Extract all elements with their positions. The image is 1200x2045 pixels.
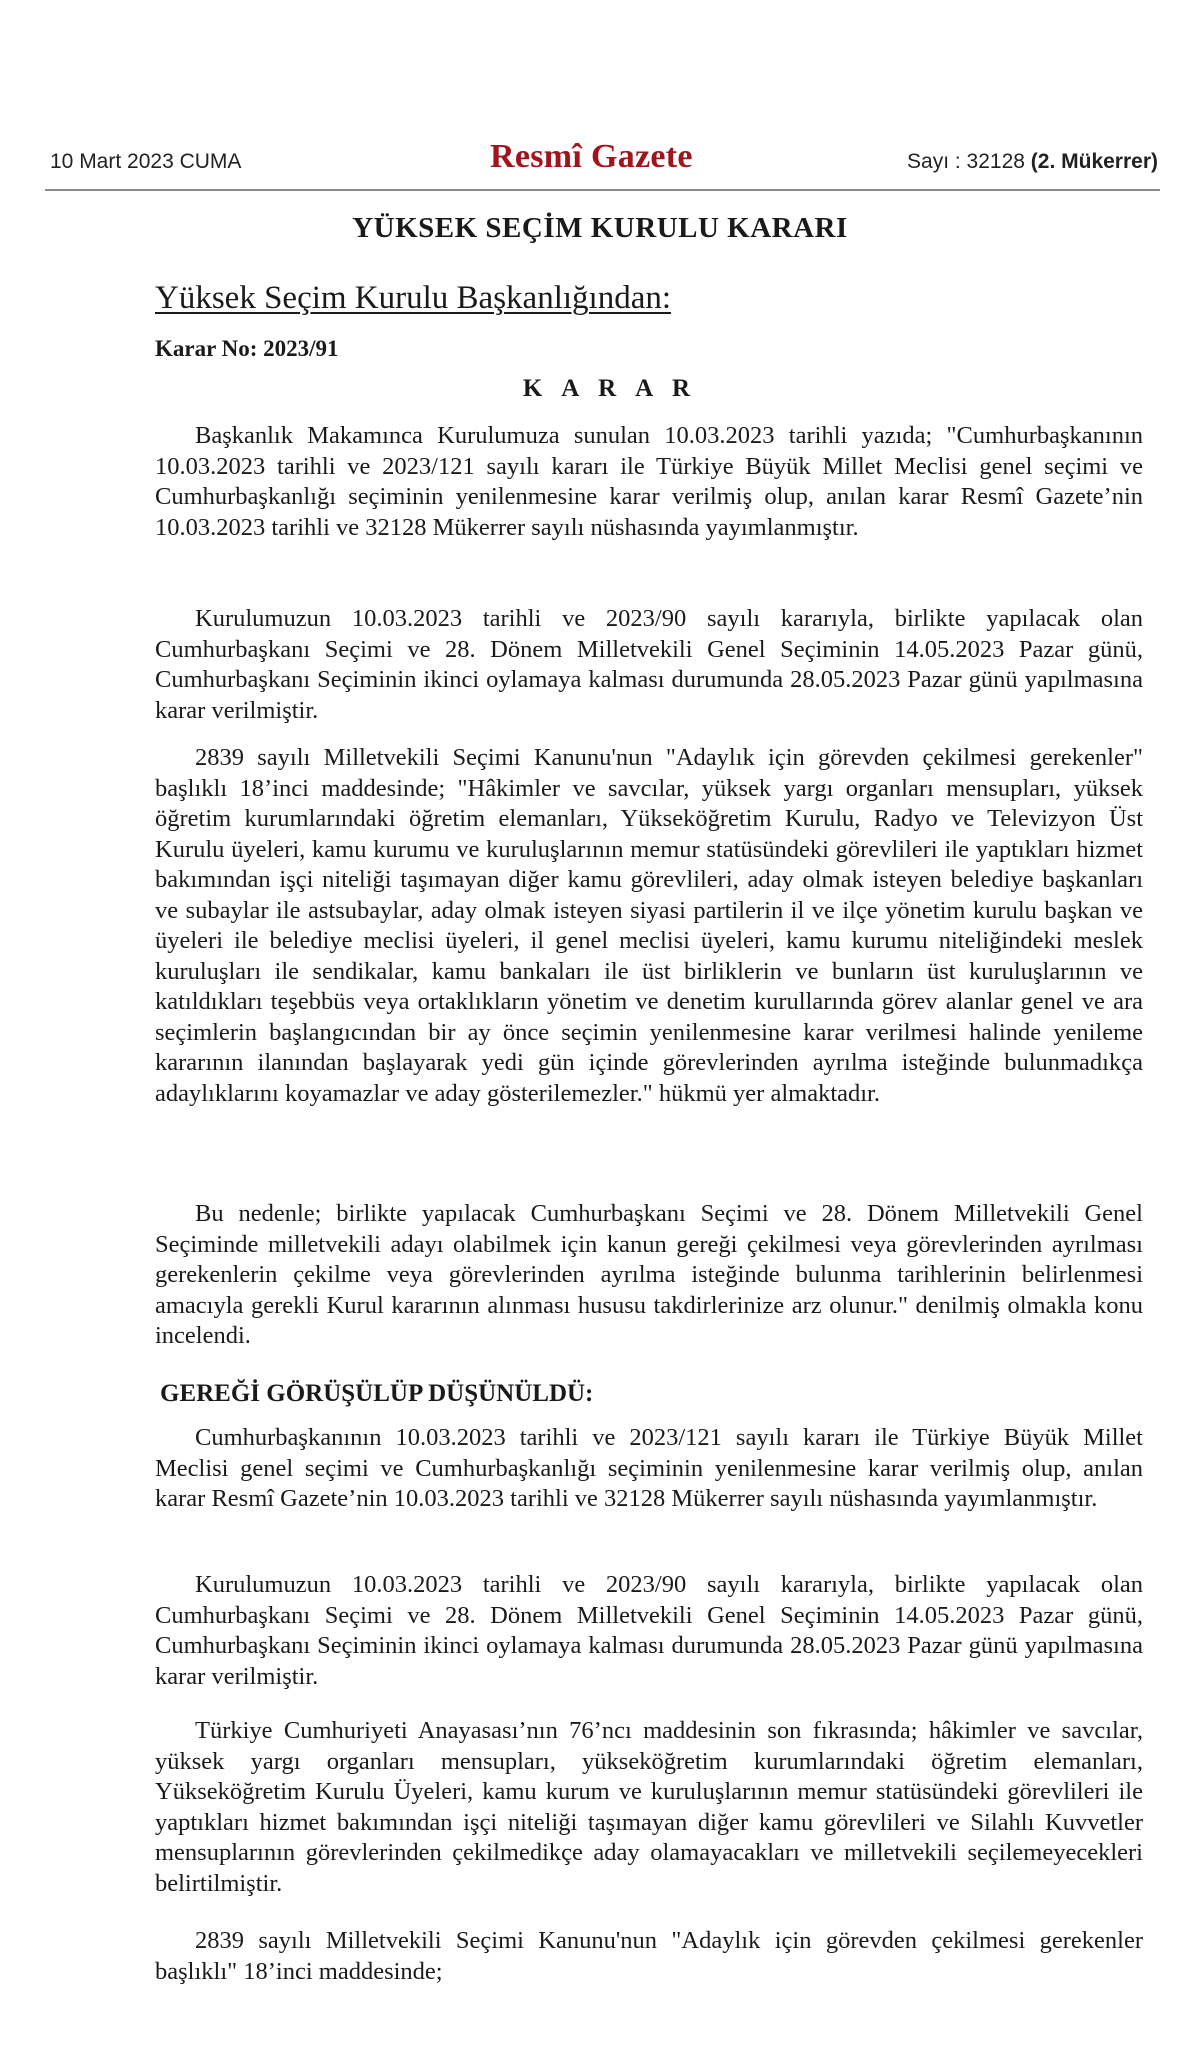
issue-prefix: Sayı : 32128 xyxy=(907,150,1025,173)
intro-paragraph-3 xyxy=(155,743,1143,1109)
paragraph-text: Bu nedenle; birlikte yapılacak Cumhurbaşkanı Seçimi ve 28. Dönem Milletvekili Genel Seçiminde milletvekili adayı olabilmek için kanun gereği çekilmesi veya görevlerinden ayrılması gerekenlerin çekilme veya görevlerinden ayrılma isteğinde bulunma tarihlerinin belirlenmesi amacıyla gerekli Kurul kararının alınması hususu takdirlerinize arz olunur." denilmiş olmakla konu incelendi. xyxy=(155,1200,1143,1349)
issue-number xyxy=(907,150,1158,174)
intro-paragraph-2 xyxy=(155,604,1143,726)
paragraph-text: 2839 sayılı Milletvekili Seçimi Kanunu'nun "Adaylık için görevden çekilmesi gerekenler" başlıklı 18’inci maddesinde; "Hâkimler ve savcılar, yüksek yargı organları mensupları, yüksek öğretim kurumlarındaki öğretim elemanları, Yükseköğretim Kurulu, Radyo ve Televizyon Üst Kurulu üyeleri, kamu kurumu ve kuruluşlarının memur statüsündeki görevlileri ile yaptıkları hizmet bakımından işçi niteliği taşımayan diğer kamu görevlileri, aday olmak isteyen belediye başkanları ve subaylar ile astsubaylar, aday olmak isteyen siyasi partilerin il ve ilçe yönetim kurulu başkan ve üyeleri ile belediye meclisi üyeleri, il genel meclisi üyeleri, kamu kurumu niteliğindeki meslek kuruluşları ile sendikalar, kamu bankaları ile üst birliklerin ve bunların üst kuruluşlarının ve katıldıkları teşebbüs veya ortaklıkların yönetim ve denetim kurullarında görev alanlar genel ve ara seçimlerin başlangıcından bir ay önce seçimin yenilenmesine karar verilmesi halinde yenileme kararının ilanından başlayarak yedi gün içinde görevlerinden ayrılma isteğinde bulunmadıkça adaylıklarını koyamazlar ve aday gösterilemezler." hükmü yer almaktadır. xyxy=(155,744,1143,1107)
gazette-header xyxy=(45,138,1160,188)
deliberation-paragraph-4 xyxy=(155,1926,1143,1987)
deliberation-paragraph-2 xyxy=(155,1570,1143,1692)
paragraph-text: Başkanlık Makamınca Kurulumuza sunulan 10.03.2023 tarihli yazıda; "Cumhurbaşkanının 10.03.2023 tarihli ve 2023/121 sayılı kararı ile Türkiye Büyük Millet Meclisi genel seçimi ve Cumhurbaşkanlığı seçiminin yenilenmesine karar verilmiş olup, anılan karar Resmî Gazete’nin 10.03.2023 tarihli ve 32128 Mükerrer sayılı nüshasında yayımlanmıştır. xyxy=(155,422,1143,541)
deliberation-paragraph-1 xyxy=(155,1423,1143,1515)
gazette-title: Resmî Gazete xyxy=(490,138,693,175)
paragraph-text: Kurulumuzun 10.03.2023 tarihli ve 2023/90 sayılı kararıyla, birlikte yapılacak olan Cumhurbaşkanı Seçimi ve 28. Dönem Milletvekili Genel Seçiminin 14.05.2023 Pazar günü, Cumhurbaşkanı Seçiminin ikinci oylamaya kalması durumunda 28.05.2023 Pazar günü yapılmasına karar verilmiştir. xyxy=(155,605,1143,724)
paragraph-text: Cumhurbaşkanının 10.03.2023 tarihli ve 2023/121 sayılı kararı ile Türkiye Büyük Millet Meclisi genel seçimi ve Cumhurbaşkanlığı seçiminin yenilenmesine karar verilmiş olup, anılan karar Resmî Gazete’nin 10.03.2023 tarihli ve 32128 Mükerrer sayılı nüshasında yayımlanmıştır. xyxy=(155,1424,1143,1512)
deliberation-paragraph-3 xyxy=(155,1716,1143,1899)
paragraph-text: 2839 sayılı Milletvekili Seçimi Kanunu'nun "Adaylık için görevden çekilmesi gerekenler başlıklı" 18’inci maddesinde; xyxy=(155,1927,1143,1985)
issuing-authority: Yüksek Seçim Kurulu Başkanlığından: xyxy=(155,280,672,316)
document-title: YÜKSEK SEÇİM KURULU KARARI xyxy=(352,212,848,244)
section-heading-deliberation: GEREĞİ GÖRÜŞÜLÜP DÜŞÜNÜLDÜ: xyxy=(160,1380,594,1407)
paragraph-text: Türkiye Cumhuriyeti Anayasası’nın 76’ncı maddesinin son fıkrasında; hâkimler ve savcılar, yüksek yargı organları mensupları, yükseköğretim kurumlarındaki öğretim elemanları, Yükseköğretim Kurulu Üyeleri, kamu kurum ve kuruluşlarının memur statüsündeki görevlileri ile yaptıkları hizmet bakımından işçi niteliği taşımayan diğer kamu görevlileri ve Silahlı Kuvvetler mensuplarının görevlerinden çekilmedikçe aday olamayacakları ve milletvekili seçilemeyecekleri belirtilmiştir. xyxy=(155,1717,1143,1897)
paragraph-text: Kurulumuzun 10.03.2023 tarihli ve 2023/90 sayılı kararıyla, birlikte yapılacak olan Cumhurbaşkanı Seçimi ve 28. Dönem Milletvekili Genel Seçiminin 14.05.2023 Pazar günü, Cumhurbaşkanı Seçiminin ikinci oylamaya kalması durumunda 28.05.2023 Pazar günü yapılmasına karar verilmiştir. xyxy=(155,1571,1143,1690)
header-divider xyxy=(45,189,1160,191)
publication-date: 10 Mart 2023 CUMA xyxy=(50,150,242,173)
intro-paragraph-1 xyxy=(155,421,1143,543)
issue-suffix: (2. Mükerrer) xyxy=(1030,150,1158,173)
section-heading-karar: K A R A R xyxy=(522,375,698,402)
decision-number: Karar No: 2023/91 xyxy=(155,336,339,361)
intro-paragraph-4 xyxy=(155,1199,1143,1352)
